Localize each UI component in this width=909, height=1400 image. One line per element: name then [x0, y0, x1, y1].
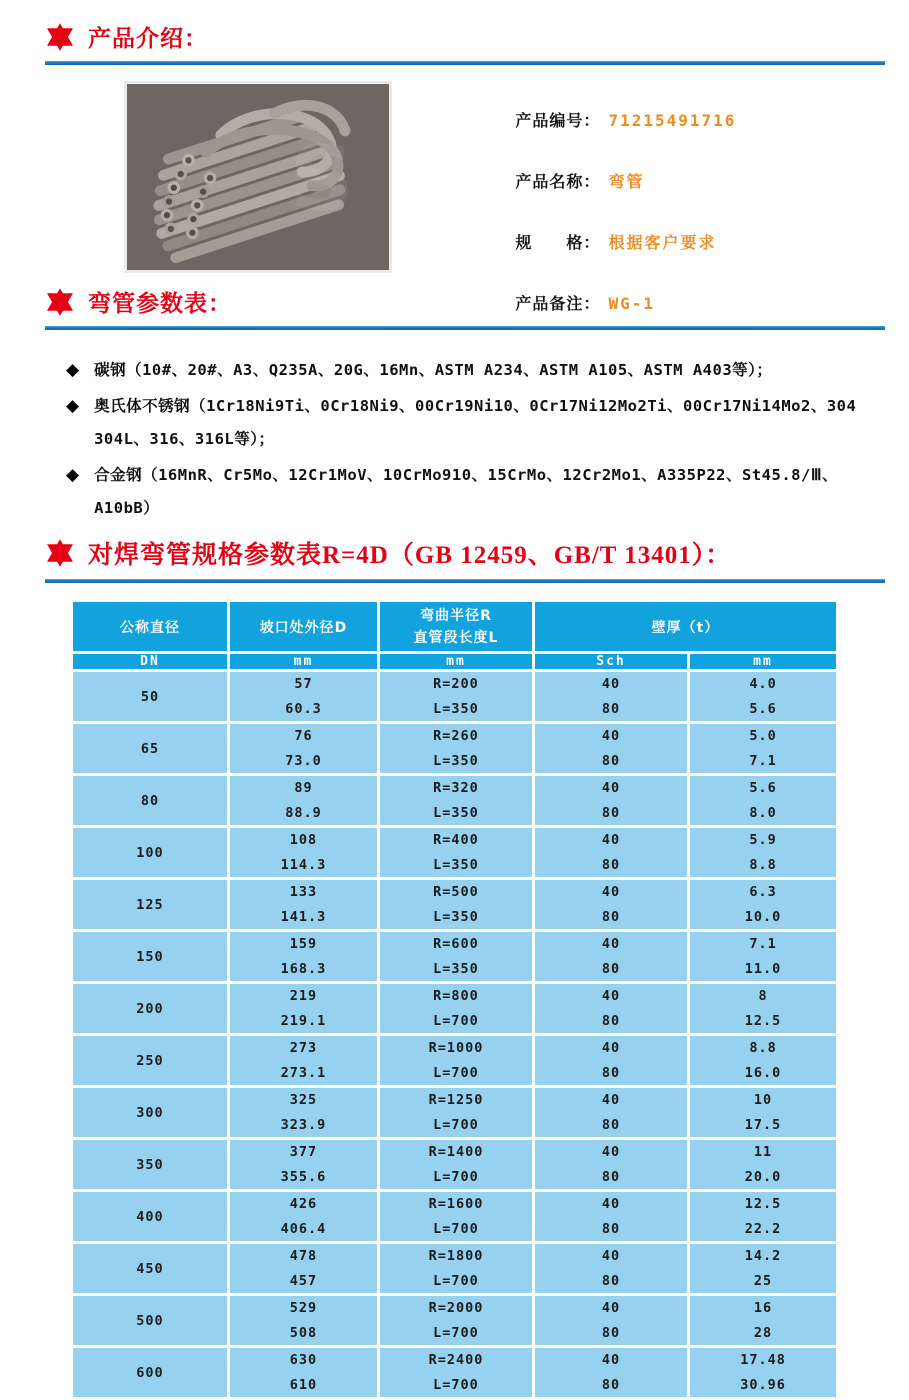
cell-radius-length: R=800 L=700 [379, 983, 534, 1035]
cell-thickness: 10 17.5 [689, 1087, 838, 1139]
cell-thickness: 8 12.5 [689, 983, 838, 1035]
svg-text:S: S [289, 126, 355, 232]
table-row [72, 827, 838, 879]
section-params-title: 弯管参数表： [88, 291, 232, 317]
cell-outer-diameter: 108 114.3 [229, 827, 379, 879]
table-row [72, 1295, 838, 1347]
diamond-bullet-icon: ◆ [66, 465, 80, 485]
cell-outer-diameter: 57 60.3 [229, 671, 379, 723]
cell-sch: 40 80 [534, 931, 689, 983]
col-header-radius-length: 弯曲半径R 直管段长度L [379, 601, 534, 653]
cell-thickness: 16 28 [689, 1295, 838, 1347]
materials-list [66, 354, 864, 525]
cell-thickness: 7.1 11.0 [689, 931, 838, 983]
cell-radius-length: R=2000 L=700 [379, 1295, 534, 1347]
cell-radius-length: R=600 L=350 [379, 931, 534, 983]
cell-sch: 40 80 [534, 879, 689, 931]
cell-sch: 40 80 [534, 1139, 689, 1191]
star-icon [45, 22, 75, 52]
product-photo [124, 81, 392, 273]
material-item-carbon-steel [66, 354, 864, 387]
field-label: 产品备注： [515, 294, 601, 313]
section-params-header [0, 285, 909, 318]
section-spec-title: 对焊弯管规格参数表R=4D（GB 12459、GB/T 13401）： [88, 542, 732, 569]
cell-dn: 400 [72, 1191, 229, 1243]
cell-radius-length: R=260 L=350 [379, 723, 534, 775]
cell-outer-diameter: 630 610 [229, 1347, 379, 1399]
subheader-dn: DN [72, 653, 229, 671]
cell-outer-diameter: 159 168.3 [229, 931, 379, 983]
cell-dn: 200 [72, 983, 229, 1035]
table-row [72, 879, 838, 931]
cell-dn: 150 [72, 931, 229, 983]
cell-dn: 125 [72, 879, 229, 931]
cell-radius-length: R=200 L=350 [379, 671, 534, 723]
material-item-stainless-steel [66, 390, 864, 456]
spec-table-body [72, 671, 838, 1399]
section-intro-header [0, 0, 909, 53]
cell-sch: 40 80 [534, 1087, 689, 1139]
material-line: 304L、316、316L等）； [94, 430, 275, 448]
subheader-sch: Sch [534, 653, 689, 671]
blue-divider [45, 61, 885, 65]
cell-dn: 350 [72, 1139, 229, 1191]
cell-radius-length: R=500 L=350 [379, 879, 534, 931]
section-intro-title: 产品介绍： [88, 26, 208, 52]
subheader-mm-r: mm [379, 653, 534, 671]
cell-thickness: 5.0 7.1 [689, 723, 838, 775]
cell-outer-diameter: 377 355.6 [229, 1139, 379, 1191]
cell-dn: 50 [72, 671, 229, 723]
cell-dn: 250 [72, 1035, 229, 1087]
col-header-wall-thickness: 壁厚（t） [534, 601, 838, 653]
col-header-outer-diameter: 坡口处外径D [229, 601, 379, 653]
spec-table [70, 599, 839, 1400]
cell-dn: 65 [72, 723, 229, 775]
section-spec-header [0, 535, 909, 571]
cell-sch: 40 80 [534, 1035, 689, 1087]
field-label: 产品名称： [515, 172, 601, 191]
cell-outer-diameter: 219 219.1 [229, 983, 379, 1035]
field-product-code [482, 89, 736, 150]
table-row [72, 1243, 838, 1295]
field-value: WG-1 [608, 294, 655, 313]
field-value: 弯管 [608, 172, 645, 191]
field-label: 产品编号： [515, 111, 601, 130]
cell-thickness: 4.0 5.6 [689, 671, 838, 723]
table-row [72, 1139, 838, 1191]
table-row [72, 775, 838, 827]
cell-thickness: 14.2 25 [689, 1243, 838, 1295]
table-row [72, 1347, 838, 1399]
cell-outer-diameter: 89 88.9 [229, 775, 379, 827]
table-row [72, 671, 838, 723]
cell-radius-length: R=2400 L=700 [379, 1347, 534, 1399]
cell-sch: 40 80 [534, 1295, 689, 1347]
field-label: 规 格： [515, 233, 601, 252]
cell-radius-length: R=1400 L=700 [379, 1139, 534, 1191]
material-line: 奥氏体不锈钢（1Cr18Ni9Ti、0Cr18Ni9、00Cr19Ni10、0Cr17Ni12Mo2Ti、00Cr17Ni14Mo2、304 [94, 397, 857, 415]
cell-dn: 100 [72, 827, 229, 879]
cell-radius-length: R=400 L=350 [379, 827, 534, 879]
cell-sch: 40 80 [534, 1243, 689, 1295]
field-value: 71215491716 [608, 111, 737, 130]
star-icon [45, 287, 75, 317]
field-specification [482, 211, 736, 272]
cell-dn: 450 [72, 1243, 229, 1295]
field-product-note [482, 272, 736, 333]
table-row [72, 1191, 838, 1243]
blue-divider [45, 326, 885, 330]
col-header-nominal-diameter: 公称直径 [72, 601, 229, 653]
cell-sch: 40 80 [534, 827, 689, 879]
product-fields [482, 81, 737, 313]
diamond-bullet-icon: ◆ [66, 396, 80, 416]
subheader-mm-d: mm [229, 653, 379, 671]
field-product-name [482, 150, 736, 211]
cell-radius-length: R=1000 L=700 [379, 1035, 534, 1087]
material-line: A10bB） [94, 499, 160, 517]
cell-outer-diameter: 529 508 [229, 1295, 379, 1347]
field-value: 根据客户要求 [608, 233, 717, 252]
table-row [72, 723, 838, 775]
blue-divider [45, 579, 885, 583]
cell-outer-diameter: 133 141.3 [229, 879, 379, 931]
cell-outer-diameter: 426 406.4 [229, 1191, 379, 1243]
cell-thickness: 6.3 10.0 [689, 879, 838, 931]
cell-thickness: 11 20.0 [689, 1139, 838, 1191]
cell-radius-length: R=1800 L=700 [379, 1243, 534, 1295]
bent-pipes-image [127, 84, 389, 270]
star-icon [45, 538, 75, 568]
cell-thickness: 5.9 8.8 [689, 827, 838, 879]
cell-radius-length: R=1250 L=700 [379, 1087, 534, 1139]
cell-outer-diameter: 273 273.1 [229, 1035, 379, 1087]
cell-sch: 40 80 [534, 723, 689, 775]
diamond-bullet-icon: ◆ [66, 360, 80, 380]
cell-radius-length: R=1600 L=700 [379, 1191, 534, 1243]
cell-outer-diameter: 325 323.9 [229, 1087, 379, 1139]
cell-sch: 40 80 [534, 1191, 689, 1243]
cell-outer-diameter: 478 457 [229, 1243, 379, 1295]
cell-dn: 500 [72, 1295, 229, 1347]
cell-sch: 40 80 [534, 1347, 689, 1399]
cell-sch: 40 80 [534, 671, 689, 723]
cell-thickness: 8.8 16.0 [689, 1035, 838, 1087]
cell-sch: 40 80 [534, 775, 689, 827]
cell-radius-length: R=320 L=350 [379, 775, 534, 827]
table-row [72, 1035, 838, 1087]
cell-dn: 600 [72, 1347, 229, 1399]
cell-outer-diameter: 76 73.0 [229, 723, 379, 775]
cell-thickness: 5.6 8.0 [689, 775, 838, 827]
table-row [72, 983, 838, 1035]
cell-sch: 40 80 [534, 983, 689, 1035]
cell-thickness: 12.5 22.2 [689, 1191, 838, 1243]
subheader-mm-t: mm [689, 653, 838, 671]
cell-thickness: 17.48 30.96 [689, 1347, 838, 1399]
cell-dn: 300 [72, 1087, 229, 1139]
table-row [72, 1087, 838, 1139]
material-line: 合金钢（16MnR、Cr5Mo、12Cr1MoV、10CrMo910、15CrMo、12Cr2Mo1、A335P22、St45.8/Ⅲ、 [94, 466, 839, 484]
cell-dn: 80 [72, 775, 229, 827]
table-row [72, 931, 838, 983]
material-item-alloy-steel [66, 459, 864, 525]
material-line: 碳钢（10#、20#、A3、Q235A、20G、16Mn、ASTM A234、ASTM A105、ASTM A403等）； [94, 361, 773, 379]
